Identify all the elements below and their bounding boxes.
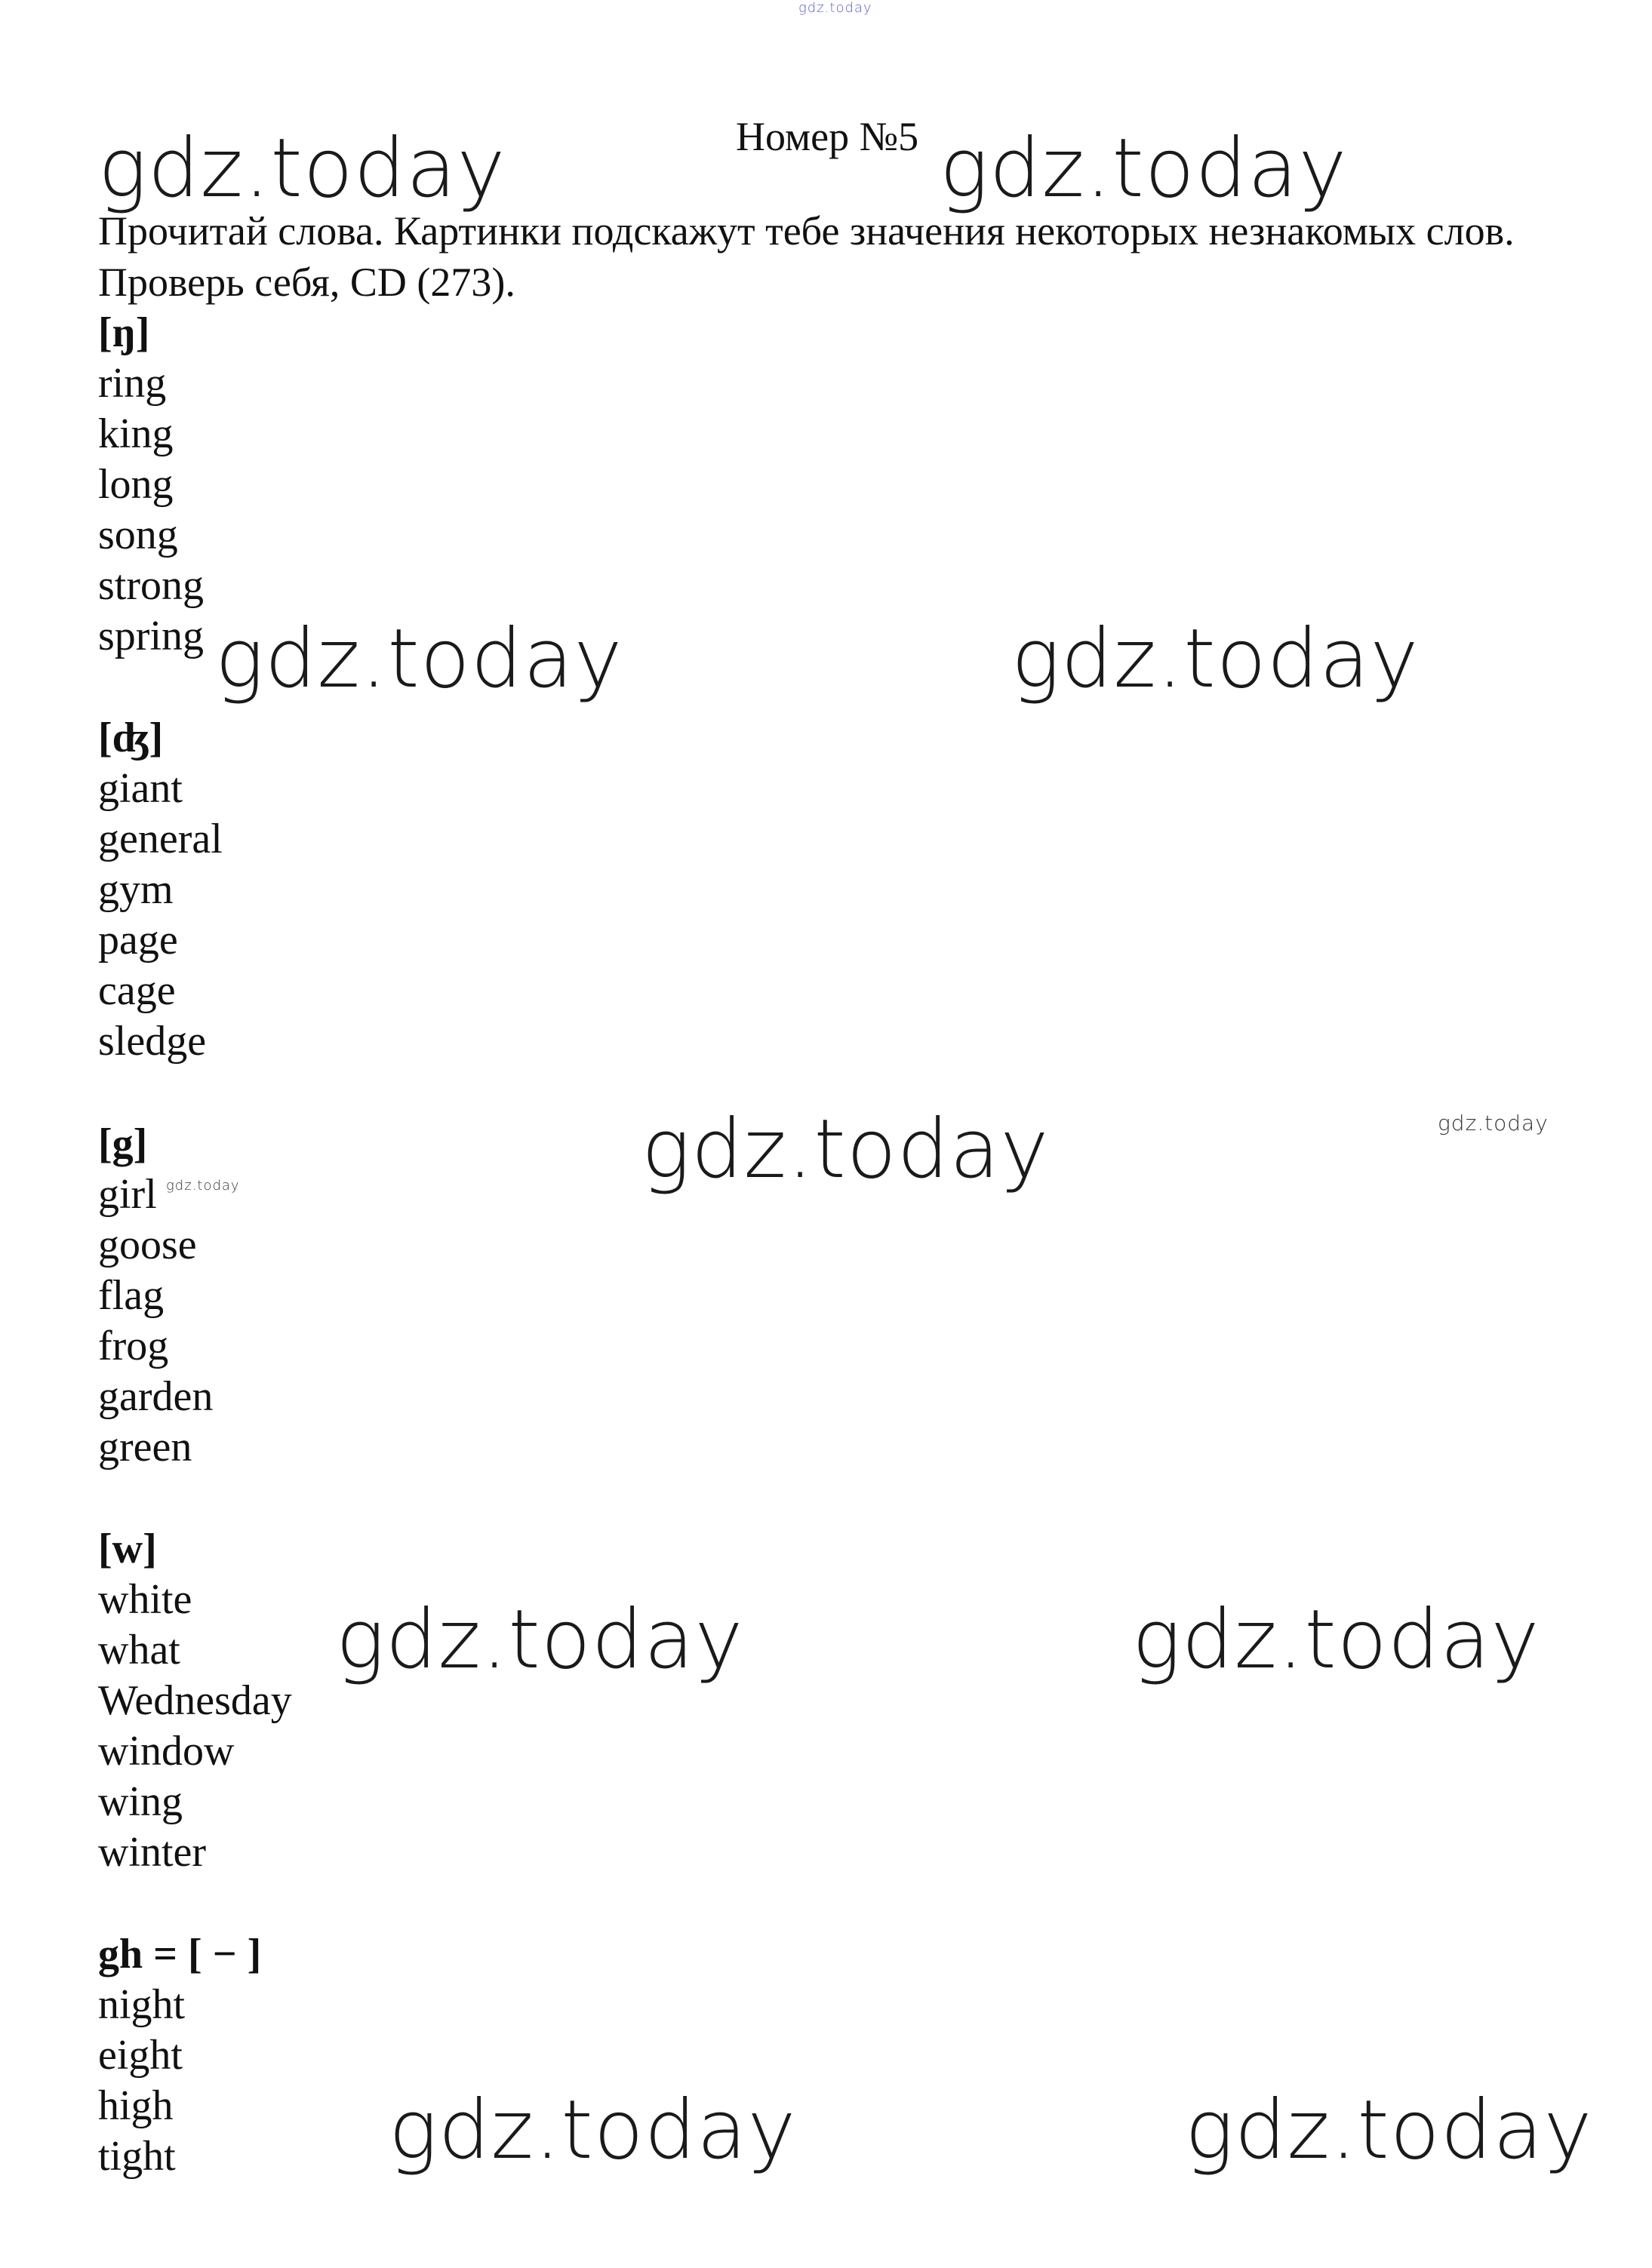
section-heading: [ŋ] xyxy=(98,309,150,356)
watermark-tiny: gdz.today xyxy=(166,1178,240,1194)
word-item: strong xyxy=(98,562,204,609)
word-item: high xyxy=(98,2082,174,2129)
sound-section xyxy=(98,713,223,1067)
section-heading: gh = [ − ] xyxy=(98,1931,262,1978)
sound-section xyxy=(98,1524,292,1878)
word-item: gym xyxy=(98,866,174,913)
watermark: gdz.today xyxy=(389,2083,797,2177)
page-title: Номер №5 xyxy=(736,114,919,159)
word-item: song xyxy=(98,512,178,558)
word-item: what xyxy=(98,1627,180,1673)
word-item: giant xyxy=(98,765,183,812)
word-item: Wednesday xyxy=(98,1677,292,1724)
word-item: window xyxy=(98,1728,235,1775)
sound-section xyxy=(98,1119,213,1473)
word-item: wing xyxy=(98,1778,183,1825)
word-item: king xyxy=(98,410,174,457)
word-item: ring xyxy=(98,360,167,407)
word-item: green xyxy=(98,1424,192,1471)
word-item: sledge xyxy=(98,1018,207,1065)
watermark-top: gdz.today xyxy=(798,0,872,16)
sound-section xyxy=(98,1929,261,2182)
word-item: goose xyxy=(98,1222,197,1268)
task-instructions: Прочитай слова. Картинки подскажут тебе значения некоторых незнакомых слов. Проверь себя, CD (273). xyxy=(98,208,1515,305)
word-item: frog xyxy=(98,1323,169,1369)
word-item: spring xyxy=(98,613,204,659)
watermark: gdz.today xyxy=(641,1102,1050,1197)
section-heading: [ʤ] xyxy=(98,715,164,761)
word-item: cage xyxy=(98,967,176,1014)
watermark: gdz.today xyxy=(940,121,1348,216)
word-item: eight xyxy=(98,2032,183,2079)
watermark-small: gdz.today xyxy=(1438,1111,1549,1136)
section-heading: [g] xyxy=(98,1120,148,1167)
watermark: gdz.today xyxy=(336,1593,744,1687)
word-item: white xyxy=(98,1576,192,1623)
section-heading: [w] xyxy=(98,1526,157,1572)
watermark: gdz.today xyxy=(98,121,506,216)
word-item: tight xyxy=(98,2133,176,2180)
watermark: gdz.today xyxy=(215,612,623,706)
watermark: gdz.today xyxy=(1011,612,1420,706)
watermark: gdz.today xyxy=(1132,1593,1540,1687)
word-item: long xyxy=(98,461,174,508)
sound-section xyxy=(98,308,204,662)
word-item: flag xyxy=(98,1272,165,1319)
watermark: gdz.today xyxy=(1185,2083,1593,2177)
word-item: page xyxy=(98,917,178,963)
word-item: night xyxy=(98,1981,186,2028)
word-item: general xyxy=(98,816,223,862)
word-item: girl xyxy=(98,1171,157,1218)
word-item: garden xyxy=(98,1373,214,1420)
word-item: winter xyxy=(98,1829,207,1876)
